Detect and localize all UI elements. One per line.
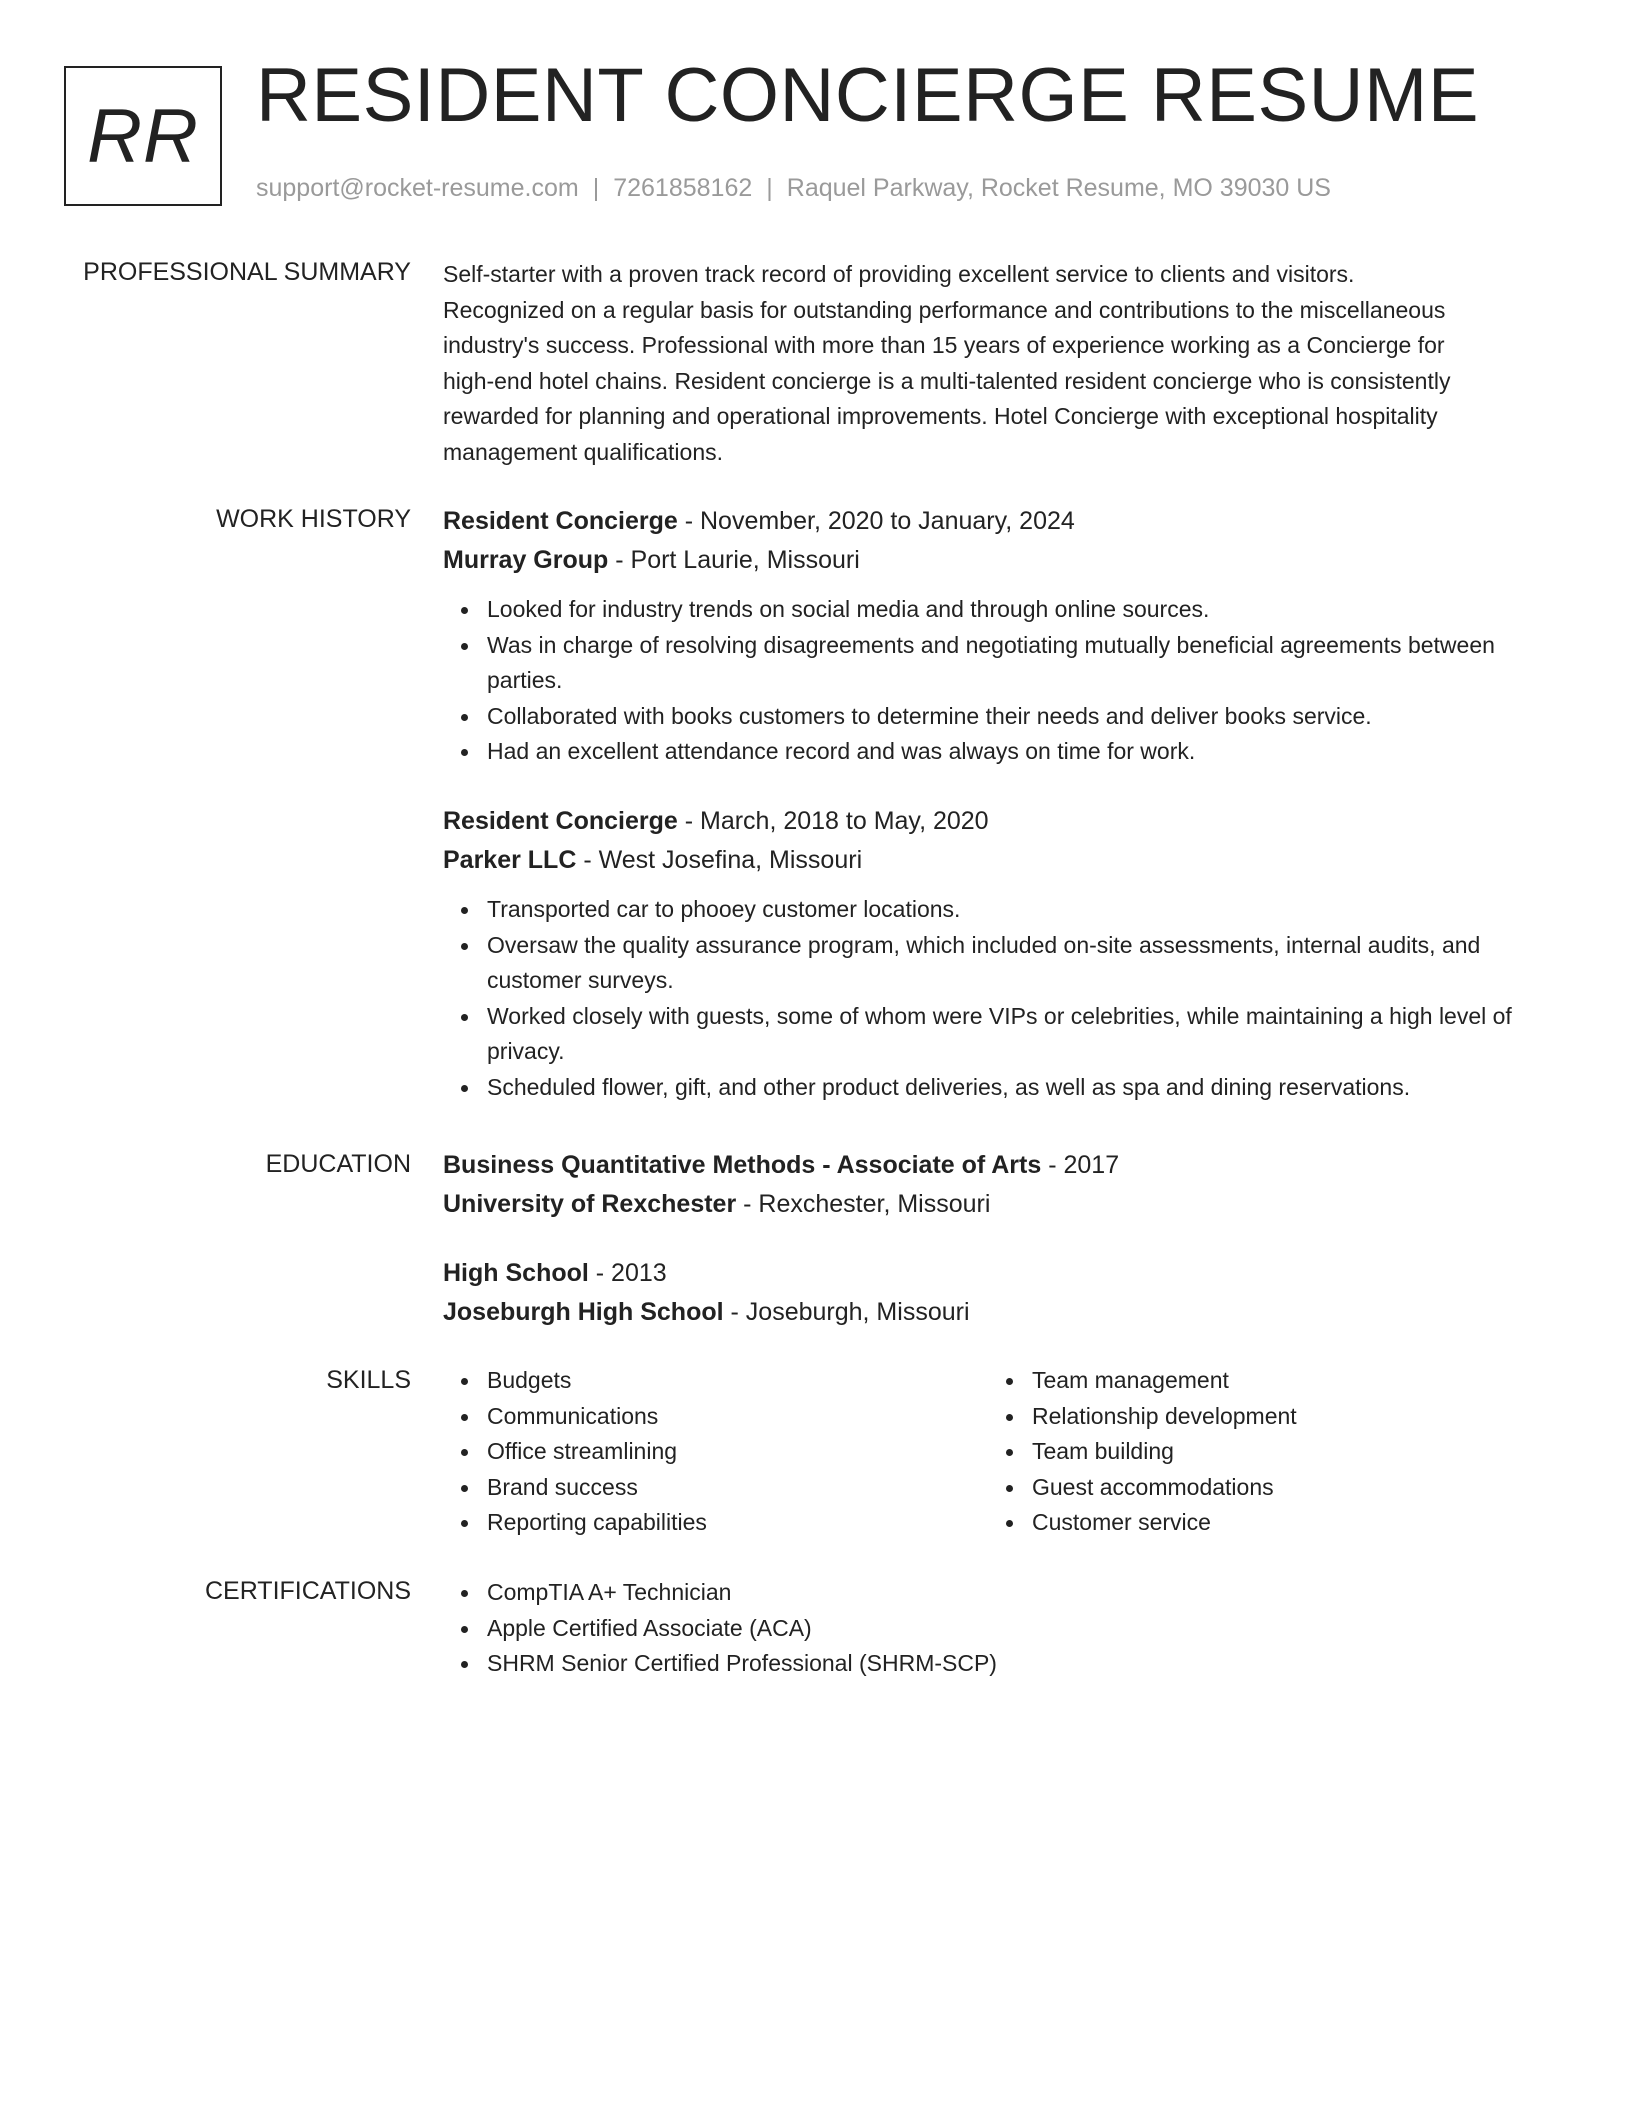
- skills-section: [443, 1363, 1553, 1541]
- skill-item: Office streamlining: [487, 1434, 988, 1470]
- job-duty: Was in charge of resolving disagreements and negotiating mutually beneficial agreements between parties.: [487, 628, 1553, 699]
- education-location: - Joseburgh, Missouri: [723, 1298, 970, 1326]
- job-company-line: [443, 841, 1553, 880]
- contact-line: [256, 174, 1331, 203]
- job-duty: Oversaw the quality assurance program, which included on-site assessments, internal audits, and customer surveys.: [487, 928, 1553, 999]
- job-company: Parker LLC: [443, 845, 577, 874]
- education-year: - 2013: [588, 1259, 667, 1287]
- contact-email: support@rocket-resume.com: [256, 174, 579, 202]
- job-company-line: [443, 541, 1553, 580]
- work-history-section: [443, 502, 1553, 1138]
- skill-item: Guest accommodations: [1032, 1470, 1297, 1506]
- education-school: Joseburgh High School: [443, 1298, 724, 1326]
- summary-line: rewarded for planning and operational improvements. Hotel Concierge with exceptional hospitality: [443, 403, 1438, 430]
- job-duty: Scheduled flower, gift, and other product deliveries, as well as spa and dining reservations.: [487, 1070, 1553, 1106]
- skills-heading: SKILLS: [326, 1366, 411, 1394]
- education-heading: EDUCATION: [265, 1150, 411, 1178]
- summary-line: industry's success. Professional with more than 15 years of experience working as a Concierge for: [443, 332, 1445, 359]
- summary-line: Self-starter with a proven track record of providing excellent service to clients and visitors.: [443, 261, 1355, 287]
- certification-item: Apple Certified Associate (ACA): [487, 1611, 1553, 1647]
- certifications-section: [443, 1575, 1553, 1682]
- certification-item: CompTIA A+ Technician: [487, 1575, 1553, 1611]
- contact-separator: |: [592, 174, 600, 202]
- resume-title: RESIDENT CONCIERGE RESUME: [256, 53, 1480, 138]
- job-entry: [443, 802, 1553, 1106]
- job-duty: Collaborated with books customers to determine their needs and deliver books service.: [487, 699, 1553, 735]
- skill-item: Budgets: [487, 1363, 988, 1399]
- summary-line: high-end hotel chains. Resident concierge is a multi-talented resident concierge who is consistently: [443, 367, 1451, 394]
- certification-item: SHRM Senior Certified Professional (SHRM-SCP): [487, 1646, 1553, 1682]
- education-school: University of Rexchester: [443, 1190, 737, 1218]
- education-school-line: [443, 1293, 1553, 1332]
- job-duty: Looked for industry trends on social media and through online sources.: [487, 592, 1553, 628]
- skills-list: [443, 1363, 988, 1541]
- job-title: Resident Concierge: [443, 806, 678, 835]
- skill-item: Brand success: [487, 1470, 988, 1506]
- work-history-heading: WORK HISTORY: [216, 505, 411, 533]
- education-entry: [443, 1146, 1553, 1224]
- summary-line: management qualifications.: [443, 438, 723, 465]
- education-degree: Business Quantitative Methods - Associate of Arts: [443, 1151, 1042, 1179]
- skill-item: Communications: [487, 1399, 988, 1435]
- summary-line: Recognized on a regular basis for outstanding performance and contributions to the miscellaneous: [443, 296, 1446, 323]
- contact-phone: 7261858162: [613, 174, 753, 202]
- education-year: - 2017: [1041, 1151, 1120, 1179]
- job-duties: [443, 892, 1553, 1106]
- job-title: Resident Concierge: [443, 507, 678, 535]
- skill-item: Team management: [1032, 1363, 1297, 1399]
- skills-column-left: [443, 1363, 988, 1541]
- job-entry: [443, 502, 1553, 770]
- certifications-list: [443, 1575, 1553, 1682]
- certifications-heading: CERTIFICATIONS: [204, 1577, 411, 1605]
- job-dates: - March, 2018 to May, 2020: [677, 806, 989, 835]
- skills-list: [988, 1363, 1297, 1541]
- contact-address: Raquel Parkway, Rocket Resume, MO 39030 US: [786, 174, 1331, 202]
- education-section: [443, 1146, 1553, 1362]
- education-degree-line: [443, 1146, 1553, 1185]
- job-location: - Port Laurie, Missouri: [608, 546, 860, 574]
- education-degree-line: [443, 1254, 1553, 1293]
- job-duty: Worked closely with guests, some of whom were VIPs or celebrities, while maintaining a high level of privacy.: [487, 999, 1553, 1070]
- skill-item: Team building: [1032, 1434, 1297, 1470]
- monogram-logo: RR: [64, 66, 222, 206]
- education-location: - Rexchester, Missouri: [736, 1190, 991, 1218]
- job-duty: Transported car to phooey customer locations.: [487, 892, 1553, 928]
- summary-text: [443, 257, 1553, 471]
- job-company: Murray Group: [443, 546, 609, 574]
- education-degree: High School: [443, 1259, 589, 1287]
- skill-item: Reporting capabilities: [487, 1505, 988, 1541]
- contact-separator: |: [766, 174, 773, 202]
- skills-column-right: [988, 1363, 1297, 1541]
- summary-section: [443, 257, 1553, 471]
- job-duties: [443, 592, 1553, 770]
- job-dates: - November, 2020 to January, 2024: [677, 507, 1075, 535]
- summary-heading: PROFESSIONAL SUMMARY: [83, 258, 411, 286]
- job-title-line: [443, 802, 1553, 841]
- education-entry: [443, 1254, 1553, 1332]
- job-title-line: [443, 502, 1553, 541]
- skill-item: Customer service: [1032, 1505, 1297, 1541]
- education-school-line: [443, 1185, 1553, 1224]
- job-duty: Had an excellent attendance record and was always on time for work.: [487, 734, 1553, 770]
- job-location: - West Josefina, Missouri: [576, 845, 863, 874]
- skills-columns: [443, 1363, 1553, 1541]
- skill-item: Relationship development: [1032, 1399, 1297, 1435]
